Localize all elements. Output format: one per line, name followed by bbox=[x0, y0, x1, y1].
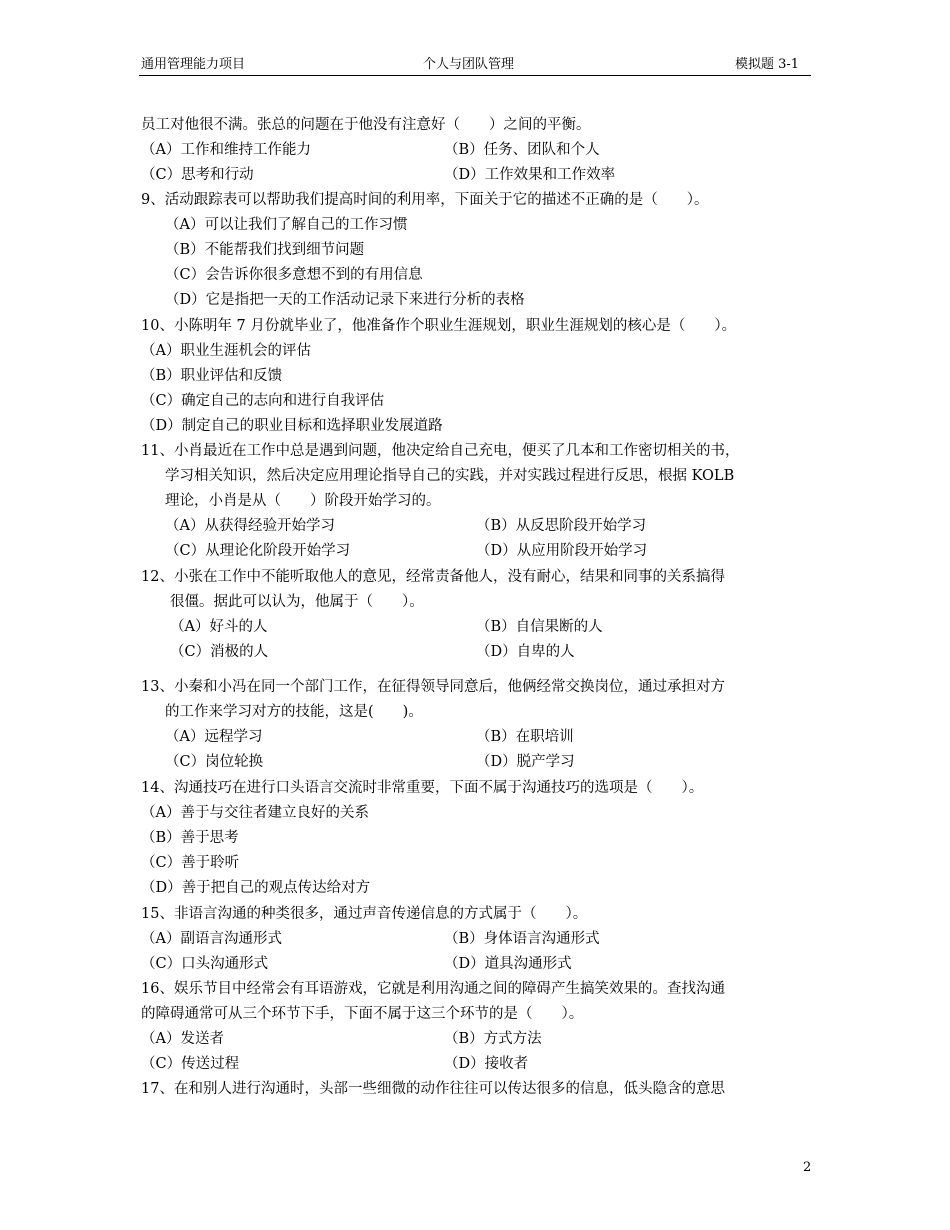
question-line: 理论，小肖是从（ ）阶段开始学习的。 bbox=[165, 493, 441, 509]
option-line: （C）传送过程 bbox=[141, 1056, 240, 1072]
question-line: 16、娱乐节目中经常会有耳语游戏，它就是利用沟通之间的障碍产生搞笑效果的。查找沟通 bbox=[141, 981, 725, 997]
header-exam-id: 模拟题 3-1 bbox=[735, 57, 800, 72]
option-line: （A）副语言沟通形式 bbox=[141, 931, 282, 947]
question-line: 的障碍通常可从三个环节下手，下面不属于这三个环节的是（ ）。 bbox=[141, 1006, 584, 1022]
option-line: （B）从反思阶段开始学习 bbox=[476, 518, 647, 534]
option-line: （D）它是指把一天的工作活动记录下来进行分析的表格 bbox=[165, 292, 525, 308]
option-line: （D）善于把自己的观点传达给对方 bbox=[141, 880, 371, 896]
option-line: （A）从获得经验开始学习 bbox=[165, 518, 335, 534]
option-line: （B）职业评估和反馈 bbox=[141, 368, 283, 384]
option-line: （B）不能帮我们找到细节问题 bbox=[165, 242, 365, 258]
question-line: 10、小陈明年 7 月份就毕业了，他准备作个职业生涯规划，职业生涯规划的核心是（ ）。 bbox=[141, 318, 737, 334]
option-line: （B）善于思考 bbox=[141, 830, 239, 846]
option-line: （A）发送者 bbox=[141, 1031, 224, 1047]
option-line: （A）职业生涯机会的评估 bbox=[141, 343, 311, 359]
question-line: 9、活动跟踪表可以帮助我们提高时间的利用率，下面关于它的描述不正确的是（ ）。 bbox=[141, 192, 709, 208]
option-line: （C）从理论化阶段开始学习 bbox=[165, 543, 351, 559]
option-line: （A）好斗的人 bbox=[170, 619, 268, 635]
option-line: （D）自卑的人 bbox=[476, 644, 575, 660]
option-line: （A）工作和维持工作能力 bbox=[141, 142, 311, 158]
option-line: （C）思考和行动 bbox=[141, 167, 254, 183]
option-line: （B）身体语言沟通形式 bbox=[444, 931, 600, 947]
option-line: （B）任务、团队和个人 bbox=[444, 142, 600, 158]
option-line: （C）岗位轮换 bbox=[165, 754, 264, 770]
option-line: （A）远程学习 bbox=[165, 729, 263, 745]
question-line: 11、小肖最近在工作中总是遇到问题，他决定给自己充电，便买了几本和工作密切相关的书， bbox=[141, 443, 740, 459]
header-divider bbox=[139, 75, 811, 76]
option-line: （B）在职培训 bbox=[476, 729, 574, 745]
question-line: 17、在和别人进行沟通时，头部一些细微的动作往往可以传达很多的信息，低头隐含的意思 bbox=[141, 1081, 725, 1097]
question-line: 14、沟通技巧在进行口头语言交流时非常重要，下面不属于沟通技巧的选项是（ ）。 bbox=[141, 780, 704, 796]
question-line: 学习相关知识，然后决定应用理论指导自己的实践，并对实践过程进行反思，根据 KOLB bbox=[165, 468, 735, 484]
option-line: （D）道具沟通形式 bbox=[444, 956, 572, 972]
page-number: 2 bbox=[803, 1160, 812, 1175]
header-subject: 个人与团队管理 bbox=[423, 57, 515, 72]
question-line: 15、非语言沟通的种类很多，通过声音传递信息的方式属于（ ）。 bbox=[141, 906, 588, 922]
question-line: 13、小秦和小冯在同一个部门工作，在征得领导同意后，他俩经常交换岗位，通过承担对方 bbox=[141, 679, 725, 695]
option-line: （D）接收者 bbox=[444, 1056, 529, 1072]
question-line: 的工作来学习对方的技能，这是( )。 bbox=[165, 704, 423, 720]
question-line: 12、小张在工作中不能听取他人的意见，经常责备他人，没有耐心，结果和同事的关系搞得 bbox=[141, 569, 725, 585]
option-line: （B）方式方法 bbox=[444, 1031, 542, 1047]
text-line: 员工对他很不满。张总的问题在于他没有注意好（ ）之间的平衡。 bbox=[141, 117, 591, 133]
option-line: （C）善于聆听 bbox=[141, 855, 240, 871]
option-line: （C）确定自己的志向和进行自我评估 bbox=[141, 393, 385, 409]
option-line: （D）脱产学习 bbox=[476, 754, 575, 770]
option-line: （D）工作效果和工作效率 bbox=[444, 167, 616, 183]
question-line: 很僵。据此可以认为，他属于（ ）。 bbox=[170, 594, 424, 610]
option-line: （A）可以让我们了解自己的工作习惯 bbox=[165, 217, 408, 233]
option-line: （A）善于与交往者建立良好的关系 bbox=[141, 805, 369, 821]
option-line: （C）消极的人 bbox=[170, 644, 269, 660]
option-line: （B）自信果断的人 bbox=[476, 619, 603, 635]
header-course-name: 通用管理能力项目 bbox=[141, 57, 246, 72]
option-line: （D）制定自己的职业目标和选择职业发展道路 bbox=[141, 418, 443, 434]
option-line: （D）从应用阶段开始学习 bbox=[476, 543, 648, 559]
option-line: （C）口头沟通形式 bbox=[141, 956, 269, 972]
option-line: （C）会告诉你很多意想不到的有用信息 bbox=[165, 267, 423, 283]
